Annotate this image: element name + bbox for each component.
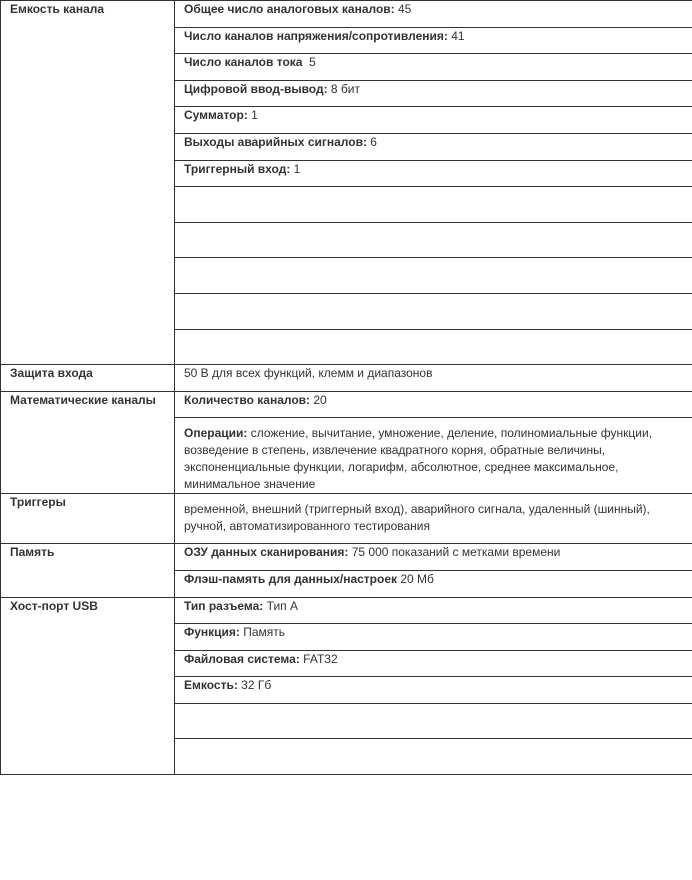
spec-label: Емкость: — [184, 678, 238, 693]
empty-cell — [175, 703, 692, 739]
spec-label: Число каналов тока — [184, 55, 303, 70]
spec-label: Число каналов напряжения/сопротивления: — [184, 28, 448, 43]
spec-cell — [175, 570, 692, 597]
category-memory: Память — [1, 544, 175, 597]
spec-value: FAT32 — [299, 651, 338, 666]
empty-cell — [175, 187, 692, 223]
spec-value: 8 бит — [327, 81, 360, 96]
category-triggers: Триггеры — [1, 494, 175, 544]
spec-cell — [175, 1, 692, 28]
table-row — [1, 544, 692, 571]
spec-value: 50 В для всех функций, клемм и диапазонов — [184, 366, 433, 381]
empty-cell — [175, 739, 692, 775]
category-channel-capacity: Емкость канала — [1, 1, 175, 365]
spec-cell — [175, 80, 692, 107]
spec-value: 5 — [302, 55, 316, 70]
empty-cell — [175, 222, 692, 258]
spec-cell — [175, 365, 692, 392]
table-row — [1, 494, 692, 544]
spec-label: Флэш-память для данных/настроек — [184, 571, 398, 586]
spec-cell — [175, 133, 692, 160]
spec-value: 20 Мб — [397, 571, 434, 586]
spec-value: 1 — [290, 161, 301, 176]
spec-cell — [175, 494, 692, 544]
spec-cell — [175, 391, 692, 418]
spec-value: сложение, вычитание, умножение, деление, полиномиальные функции, возведение в степень, извлечение квадратного корня, обратные величины, экспоненциальные функции, логарифм, абсолютное, среднее максимальное, минимальное значение — [184, 426, 652, 492]
spec-label: Файловая система: — [184, 651, 300, 666]
spec-label: Сумматор: — [184, 108, 248, 123]
spec-label: Цифровой ввод-вывод: — [184, 81, 328, 96]
spec-label: Триггерный вход: — [184, 161, 291, 176]
spec-label: Количество каналов: — [184, 392, 311, 407]
spec-cell — [175, 544, 692, 571]
spec-label: ОЗУ данных сканирования: — [184, 545, 349, 560]
spec-value: 6 — [366, 134, 377, 149]
table-row — [1, 1, 692, 28]
spec-label: Операции: — [184, 426, 248, 441]
spec-value: 32 Гб — [237, 678, 272, 693]
spec-cell — [175, 677, 692, 704]
empty-cell — [175, 293, 692, 329]
spec-cell — [175, 624, 692, 651]
spec-cell — [175, 160, 692, 187]
table-row — [1, 365, 692, 392]
spec-label: Функция: — [184, 625, 240, 640]
spec-value: 75 000 показаний с метками времени — [348, 545, 561, 560]
spec-cell — [175, 54, 692, 81]
spec-cell — [175, 597, 692, 624]
spec-value: 45 — [394, 2, 412, 16]
spec-value: 41 — [447, 28, 465, 43]
table-row — [1, 391, 692, 418]
empty-cell — [175, 329, 692, 365]
spec-value: 1 — [247, 108, 258, 123]
spec-value: Тип А — [263, 598, 298, 613]
spec-value: 20 — [310, 392, 327, 407]
spec-label: Общее число аналоговых каналов: — [184, 2, 395, 16]
spec-value: Память — [239, 625, 286, 640]
spec-cell — [175, 418, 692, 494]
category-input-protection: Защита входа — [1, 365, 175, 392]
empty-cell — [175, 258, 692, 294]
spec-cell — [175, 107, 692, 134]
spec-value: временной, внешний (триггерный вход), аварийного сигнала, удаленный (шинный), ручной, автоматизированного тестирования — [184, 502, 650, 534]
table-row — [1, 597, 692, 624]
spec-label: Выходы аварийных сигналов: — [184, 134, 367, 149]
category-math-channels: Математические каналы — [1, 391, 175, 494]
spec-label: Тип разъема: — [184, 598, 264, 613]
spec-cell — [175, 650, 692, 677]
spec-cell — [175, 27, 692, 54]
category-usb-host-port: Хост-порт USB — [1, 597, 175, 775]
